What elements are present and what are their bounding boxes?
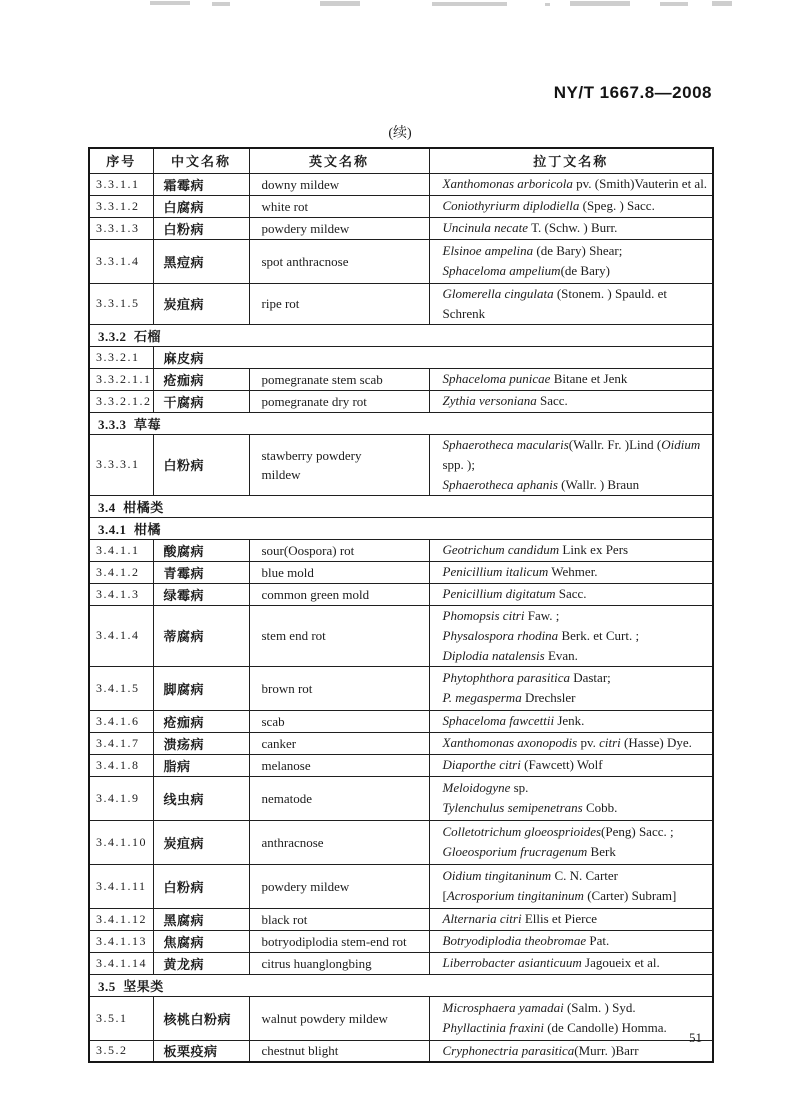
latin-italic-segment: citri <box>599 735 621 750</box>
latin-italic-segment: Physalospora rhodina <box>442 627 559 643</box>
latin-name-cell <box>429 930 713 952</box>
latin-roman-segment: (de Bary) <box>560 263 611 278</box>
english-name-line: black rot <box>261 911 308 927</box>
latin-roman-segment: Drechsler <box>521 690 576 705</box>
english-name-line: nematode <box>261 790 313 806</box>
latin-roman-segment: (Speg. ) Sacc. <box>579 198 655 213</box>
latin-name-line <box>443 241 713 261</box>
latin-roman-segment: Faw. ; <box>524 607 560 623</box>
chinese-name-cell: 炭疽病 <box>153 283 249 324</box>
latin-roman-segment: (Carter) Subram] <box>583 888 677 903</box>
data-row <box>89 239 713 283</box>
scan-artifact <box>712 1 732 6</box>
english-name-cell <box>249 864 429 908</box>
latin-italic-segment: Uncinula necate <box>442 220 529 235</box>
document-number: NY/T 1667.8—2008 <box>553 83 712 102</box>
chinese-name-cell: 核桃白粉病 <box>153 996 249 1040</box>
latin-italic-segment: Coniothyriurm diplodiella <box>442 198 580 213</box>
data-row <box>89 390 713 412</box>
chinese-name-cell: 溃疡病 <box>153 732 249 754</box>
latin-roman-segment: Wehmer. <box>548 564 598 579</box>
section-row <box>89 517 713 539</box>
data-row <box>89 952 713 974</box>
latin-name-line <box>443 626 713 646</box>
english-name-cell <box>249 239 429 283</box>
latin-roman-segment: (Fawcett) Wolf <box>520 757 603 772</box>
data-row <box>89 820 713 864</box>
latin-name-line <box>443 842 713 862</box>
english-name-cell <box>249 930 429 952</box>
latin-italic-segment: Alternaria citri <box>442 911 522 926</box>
chinese-name-cell: 脂病 <box>153 754 249 776</box>
scan-artifact <box>212 2 230 6</box>
chinese-name-cell: 白腐病 <box>153 195 249 217</box>
latin-name-cell <box>429 195 713 217</box>
english-name-line: powdery mildew <box>261 878 350 894</box>
latin-roman-segment: pv. (Smith)Vauterin et al. <box>572 176 708 191</box>
english-name-cell <box>249 666 429 710</box>
data-row <box>89 605 713 666</box>
latin-name-cell <box>429 390 713 412</box>
chinese-name-cell: 白粉病 <box>153 217 249 239</box>
row-id-cell: 3.4.1.5 <box>89 666 153 710</box>
column-header-english-name: 英文名称 <box>249 148 429 173</box>
latin-roman-segment: [ <box>442 888 447 903</box>
english-name-line: brown rot <box>261 680 313 696</box>
latin-roman-segment: Cobb. <box>582 800 618 815</box>
scan-artifact <box>150 1 190 5</box>
latin-roman-segment: (de Candolle) Homma. <box>543 1020 667 1035</box>
latin-italic-segment: Phyllactinia fraxini <box>442 1020 544 1035</box>
section-label: 3.3.2 石榴 <box>89 324 713 346</box>
english-name-cell <box>249 583 429 605</box>
latin-name-line <box>443 733 713 753</box>
english-name-line: pomegranate stem scab <box>261 371 383 387</box>
latin-italic-segment: Colletotrichum gloeosprioides <box>442 824 602 839</box>
row-id-cell: 3.3.1.2 <box>89 195 153 217</box>
data-row <box>89 908 713 930</box>
row-id-cell: 3.3.2.1.1 <box>89 368 153 390</box>
latin-roman-segment: Jagoueix et al. <box>581 955 660 970</box>
data-row <box>89 732 713 754</box>
english-name-line: melanose <box>261 757 311 773</box>
latin-name-line <box>443 196 713 216</box>
latin-italic-segment: Elsinoe ampelina <box>442 243 534 258</box>
row-id-cell: 3.5.1 <box>89 996 153 1040</box>
latin-roman-segment: (Stonem. ) Spauld. et Schrenk <box>442 285 667 321</box>
latin-name-cell <box>429 539 713 561</box>
continued-marker: (续) <box>388 126 412 141</box>
chinese-name-cell: 炭疽病 <box>153 820 249 864</box>
row-id-cell: 3.5.2 <box>89 1040 153 1062</box>
latin-name-line <box>443 931 713 951</box>
latin-name-line <box>443 688 713 708</box>
row-id-cell: 3.3.2.1.2 <box>89 390 153 412</box>
row-id-cell: 3.3.1.4 <box>89 239 153 283</box>
english-name-cell <box>249 368 429 390</box>
latin-roman-segment: (Salm. ) Syd. <box>563 1000 636 1015</box>
latin-roman-segment: T. (Schw. ) Burr. <box>528 220 618 235</box>
subsection-row <box>89 346 713 368</box>
latin-roman-segment: (Hasse) Dye. <box>620 735 692 750</box>
latin-name-line <box>443 435 713 475</box>
table-header-row <box>89 148 713 173</box>
chinese-name-cell: 脚腐病 <box>153 666 249 710</box>
data-row <box>89 710 713 732</box>
latin-name-cell <box>429 820 713 864</box>
row-id-cell: 3.4.1.8 <box>89 754 153 776</box>
latin-italic-segment: Sphaerotheca aphanis <box>442 476 558 492</box>
data-row <box>89 864 713 908</box>
latin-roman-segment: Sacc. <box>555 586 587 601</box>
data-row <box>89 583 713 605</box>
latin-roman-segment: spp. ); <box>442 456 475 472</box>
latin-italic-segment: Botryodiplodia theobromae <box>442 933 587 948</box>
english-name-line: stawberry powdery <box>261 447 362 463</box>
latin-italic-segment: Sphaceloma punicae <box>442 371 551 386</box>
english-name-line: stem end rot <box>261 628 326 643</box>
section-row <box>89 412 713 434</box>
data-row <box>89 173 713 195</box>
english-name-cell <box>249 732 429 754</box>
latin-name-cell <box>429 666 713 710</box>
row-id-cell: 3.3.1.5 <box>89 283 153 324</box>
english-name-line: powdery mildew <box>261 220 350 236</box>
latin-roman-segment: Evan. <box>544 647 578 663</box>
scan-artifact <box>545 3 550 6</box>
latin-name-cell <box>429 368 713 390</box>
latin-roman-segment: pv. <box>577 735 600 750</box>
latin-name-line <box>443 218 713 238</box>
latin-name-line <box>443 584 713 604</box>
data-row <box>89 368 713 390</box>
row-id-cell: 3.4.1.11 <box>89 864 153 908</box>
latin-roman-segment: Ellis et Pierce <box>521 911 598 926</box>
latin-italic-segment: Oidium <box>661 436 701 452</box>
subsection-label: 麻皮病 <box>153 346 713 368</box>
chinese-name-cell: 黑腐病 <box>153 908 249 930</box>
english-name-cell <box>249 539 429 561</box>
english-name-line: ripe rot <box>261 296 300 311</box>
latin-italic-segment: Liberrobacter asianticuum <box>442 955 582 970</box>
latin-name-line <box>443 369 713 389</box>
latin-name-cell <box>429 173 713 195</box>
english-name-cell <box>249 390 429 412</box>
english-name-cell <box>249 754 429 776</box>
data-row <box>89 930 713 952</box>
latin-name-line <box>443 998 713 1018</box>
english-name-line: citrus huanglongbing <box>261 955 372 971</box>
latin-name-line <box>443 953 713 973</box>
chinese-name-cell: 霜霉病 <box>153 173 249 195</box>
english-name-cell <box>249 908 429 930</box>
section-label: 3.4.1 柑橘 <box>89 517 713 539</box>
latin-italic-segment: Zythia versoniana <box>442 393 537 408</box>
latin-italic-segment: Phytophthora parasitica <box>442 670 570 685</box>
latin-name-cell <box>429 710 713 732</box>
english-name-line: downy mildew <box>261 176 340 192</box>
latin-name-line <box>443 174 713 194</box>
scan-artifact <box>660 2 688 6</box>
section-row <box>89 495 713 517</box>
latin-name-cell <box>429 952 713 974</box>
english-name-line: white rot <box>261 198 309 214</box>
latin-name-line <box>443 475 713 495</box>
english-name-line: anthracnose <box>261 834 324 850</box>
latin-italic-segment: Sphaceloma fawcettii <box>442 713 555 728</box>
row-id-cell: 3.3.1.1 <box>89 173 153 195</box>
latin-name-line <box>443 822 713 842</box>
section-row <box>89 974 713 996</box>
latin-roman-segment: (de Bary) Shear; <box>533 243 623 258</box>
latin-italic-segment: Cryphonectria parasitica <box>442 1042 575 1058</box>
english-name-line: canker <box>261 735 297 751</box>
latin-name-line <box>443 866 713 886</box>
english-name-line: chestnut blight <box>261 1043 339 1059</box>
latin-name-line <box>443 755 713 775</box>
scan-artifact <box>570 1 630 6</box>
chinese-name-cell: 酸腐病 <box>153 539 249 561</box>
latin-roman-segment: C. N. Carter <box>551 868 618 883</box>
english-name-line: scab <box>261 713 285 729</box>
english-name-line: mildew <box>261 466 301 482</box>
latin-name-line <box>443 562 713 582</box>
latin-name-line <box>443 778 713 798</box>
latin-roman-segment: (Wallr. ) Braun <box>557 476 640 492</box>
chinese-name-cell: 焦腐病 <box>153 930 249 952</box>
latin-name-line <box>443 391 713 411</box>
latin-italic-segment: Phomopsis citri <box>442 607 525 623</box>
data-row <box>89 434 713 495</box>
latin-italic-segment: P. megasperma <box>442 690 522 705</box>
latin-roman-segment: Jenk. <box>554 713 585 728</box>
chinese-name-cell: 疮痂病 <box>153 710 249 732</box>
latin-name-cell <box>429 605 713 666</box>
chinese-name-cell: 青霉病 <box>153 561 249 583</box>
latin-name-line <box>443 261 713 281</box>
latin-roman-segment: Bitane et Jenk <box>550 371 628 386</box>
latin-name-line <box>443 540 713 560</box>
row-id-cell: 3.4.1.4 <box>89 605 153 666</box>
latin-italic-segment: Glomerella cingulata <box>442 285 554 301</box>
row-id-cell: 3.4.1.1 <box>89 539 153 561</box>
latin-italic-segment: Penicillium digitatum <box>442 586 556 601</box>
table-body <box>89 173 713 1062</box>
latin-name-line <box>443 909 713 929</box>
english-name-cell <box>249 820 429 864</box>
disease-name-table <box>88 147 714 1063</box>
latin-name-cell <box>429 732 713 754</box>
latin-roman-segment: Berk. et Curt. ; <box>558 627 640 643</box>
column-header-serial: 序号 <box>89 148 153 173</box>
column-header-latin-name: 拉丁文名称 <box>429 148 713 173</box>
chinese-name-cell: 黄龙病 <box>153 952 249 974</box>
row-id-cell: 3.4.1.12 <box>89 908 153 930</box>
latin-italic-segment: Diaporthe citri <box>442 757 521 772</box>
latin-italic-segment: Meloidogyne <box>442 780 511 795</box>
latin-italic-segment: Sphaceloma ampelium <box>442 263 561 278</box>
latin-name-cell <box>429 864 713 908</box>
english-name-line: botryodiplodia stem-end rot <box>261 933 407 949</box>
data-row <box>89 195 713 217</box>
chinese-name-cell: 绿霉病 <box>153 583 249 605</box>
row-id-cell: 3.4.1.3 <box>89 583 153 605</box>
latin-italic-segment: Geotrichum candidum <box>442 542 560 557</box>
english-name-cell <box>249 952 429 974</box>
latin-name-cell <box>429 754 713 776</box>
english-name-cell <box>249 217 429 239</box>
row-id-cell: 3.4.1.9 <box>89 776 153 820</box>
latin-roman-segment: Dastar; <box>569 670 611 685</box>
latin-name-cell <box>429 561 713 583</box>
latin-roman-segment: Sacc. <box>536 393 568 408</box>
section-row <box>89 324 713 346</box>
chinese-name-cell: 板栗疫病 <box>153 1040 249 1062</box>
chinese-name-cell: 疮痂病 <box>153 368 249 390</box>
section-label: 3.5 坚果类 <box>89 974 713 996</box>
latin-italic-segment: Microsphaera yamadai <box>442 1000 564 1015</box>
english-name-cell <box>249 173 429 195</box>
latin-name-line <box>443 668 713 688</box>
latin-italic-segment: Penicillium italicum <box>442 564 549 579</box>
data-row <box>89 217 713 239</box>
latin-italic-segment: Sphaerotheca macularis <box>442 436 569 452</box>
page-number: 51 <box>689 1030 702 1045</box>
latin-name-line <box>443 646 713 666</box>
section-label: 3.4 柑橘类 <box>89 495 713 517</box>
english-name-line: pomegranate dry rot <box>261 393 367 409</box>
latin-name-line <box>443 711 713 731</box>
latin-roman-segment: (Murr. )Barr <box>574 1042 639 1058</box>
scan-artifact <box>432 2 507 6</box>
latin-italic-segment: Xanthomonas arboricola <box>442 176 573 191</box>
latin-name-line <box>443 606 713 626</box>
chinese-name-cell: 蒂腐病 <box>153 605 249 666</box>
latin-roman-segment: Pat. <box>586 933 610 948</box>
data-row <box>89 283 713 324</box>
latin-name-line <box>443 798 713 818</box>
scan-artifact <box>320 1 360 6</box>
section-label: 3.3.3 草莓 <box>89 412 713 434</box>
latin-italic-segment: Xanthomonas axonopodis <box>442 735 578 750</box>
data-row <box>89 754 713 776</box>
row-id-cell: 3.3.3.1 <box>89 434 153 495</box>
latin-roman-segment: Berk <box>587 844 616 859</box>
latin-italic-segment: Acrosporium tingitaninum <box>446 888 584 903</box>
row-id-cell: 3.4.1.2 <box>89 561 153 583</box>
chinese-name-cell: 线虫病 <box>153 776 249 820</box>
row-id-cell: 3.4.1.7 <box>89 732 153 754</box>
chinese-name-cell: 干腐病 <box>153 390 249 412</box>
english-name-line: sour(Oospora) rot <box>261 542 355 558</box>
latin-name-cell <box>429 908 713 930</box>
english-name-line: blue mold <box>261 564 314 580</box>
latin-roman-segment: (Wallr. Fr. )Lind ( <box>568 436 662 452</box>
english-name-line: common green mold <box>261 586 370 602</box>
english-name-cell <box>249 605 429 666</box>
latin-italic-segment: Oidium tingitaninum <box>442 868 552 883</box>
row-id-cell: 3.4.1.14 <box>89 952 153 974</box>
english-name-cell <box>249 710 429 732</box>
latin-italic-segment: Gloeosporium frucragenum <box>442 844 588 859</box>
english-name-cell <box>249 283 429 324</box>
row-id-cell: 3.4.1.6 <box>89 710 153 732</box>
latin-name-cell <box>429 583 713 605</box>
latin-italic-segment: Diplodia natalensis <box>442 647 545 663</box>
english-name-cell <box>249 776 429 820</box>
row-id-cell: 3.4.1.10 <box>89 820 153 864</box>
latin-name-cell <box>429 239 713 283</box>
row-id-cell: 3.3.2.1 <box>89 346 153 368</box>
latin-roman-segment: (Peng) Sacc. ; <box>601 824 674 839</box>
latin-name-line <box>443 886 713 906</box>
chinese-name-cell: 黑痘病 <box>153 239 249 283</box>
english-name-cell <box>249 434 429 495</box>
latin-italic-segment: Tylenchulus semipenetrans <box>442 800 583 815</box>
english-name-cell <box>249 195 429 217</box>
column-header-chinese-name: 中文名称 <box>153 148 249 173</box>
latin-name-cell <box>429 283 713 324</box>
latin-name-line <box>443 284 713 324</box>
data-row <box>89 776 713 820</box>
english-name-line: spot anthracnose <box>261 253 349 269</box>
english-name-cell <box>249 561 429 583</box>
latin-name-cell <box>429 217 713 239</box>
data-row <box>89 666 713 710</box>
latin-name-cell <box>429 434 713 495</box>
row-id-cell: 3.3.1.3 <box>89 217 153 239</box>
row-id-cell: 3.4.1.13 <box>89 930 153 952</box>
chinese-name-cell: 白粉病 <box>153 864 249 908</box>
data-row <box>89 561 713 583</box>
data-row <box>89 539 713 561</box>
chinese-name-cell: 白粉病 <box>153 434 249 495</box>
latin-roman-segment: sp. <box>510 780 529 795</box>
latin-roman-segment: Link ex Pers <box>559 542 629 557</box>
english-name-line: walnut powdery mildew <box>261 1010 388 1026</box>
latin-name-cell <box>429 776 713 820</box>
